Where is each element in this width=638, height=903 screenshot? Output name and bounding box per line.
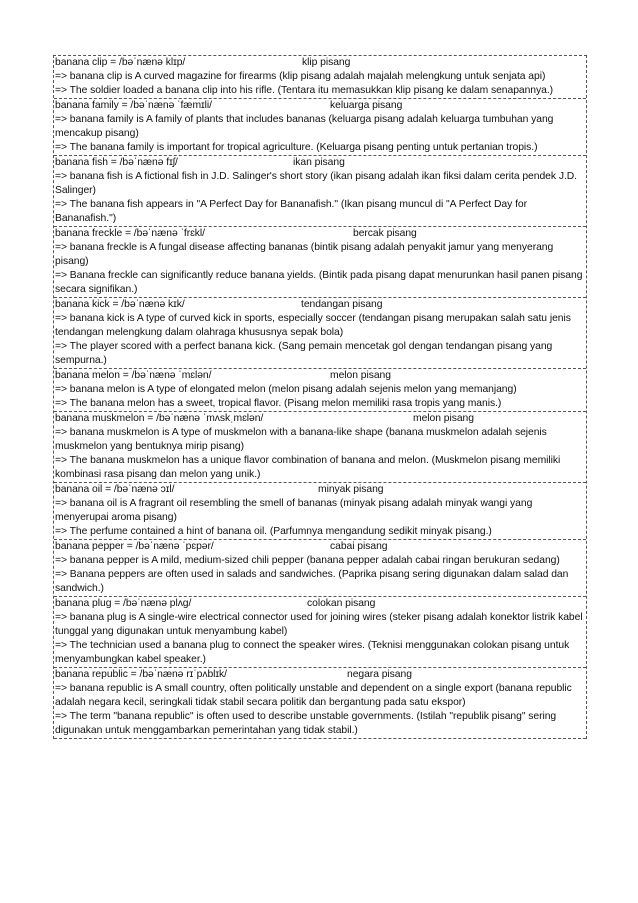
entry-banana-fish	[54, 156, 586, 227]
entry-translation: cabai pisang	[330, 541, 388, 552]
entry-example: => The banana family is important for tropical agriculture. (Keluarga pisang penting untuk pertanian tropis.)	[55, 142, 538, 153]
entry-headline	[55, 99, 586, 113]
entry-definition: => banana fish is A fictional fish in J.D. Salinger's short story (ikan pisang adalah ikan fiksi dalam cerita pendek J.D. Salinger)	[55, 171, 578, 196]
entry-example: => Banana peppers are often used in salads and sandwiches. (Paprika pisang sering digunakan dalam salad dan sandwich.)	[55, 569, 569, 594]
entry-headline	[55, 483, 586, 497]
entry-headline	[55, 412, 586, 426]
entry-headline	[55, 597, 586, 611]
entry-translation: melon pisang	[330, 370, 391, 381]
entry-definition: => banana clip is A curved magazine for firearms (klip pisang adalah majalah melengkung untuk senjata api)	[55, 71, 546, 82]
entry-term: banana muskmelon = /bəˈnænə ˈmʌskˌmɛlən/	[55, 413, 264, 424]
entry-term: banana melon = /bəˈnænə ˈmɛlən/	[55, 370, 212, 381]
entry-translation: klip pisang	[302, 57, 351, 68]
entry-banana-oil	[54, 483, 586, 540]
entry-banana-republic	[54, 668, 586, 739]
entry-headline	[55, 668, 586, 682]
entry-term: banana clip = /bəˈnænə klɪp/	[55, 57, 186, 68]
entry-term: banana plug = /bəˈnænə plʌg/	[55, 598, 192, 609]
entry-banana-muskmelon	[54, 412, 586, 483]
entry-definition: => banana melon is A type of elongated melon (melon pisang adalah sejenis melon yang memanjang)	[55, 384, 517, 395]
entry-term: banana family = /bəˈnænə ˈfæmɪli/	[55, 100, 212, 111]
entry-translation: bercak pisang	[353, 228, 417, 239]
entry-headline	[55, 540, 586, 554]
entry-translation: minyak pisang	[318, 484, 384, 495]
entry-definition: => banana republic is A small country, often politically unstable and dependent on a single export (banana republic adalah negara kecil, seringkali tidak stabil secara politik dan bergantung pada satu ekspor)	[55, 683, 572, 708]
entry-translation: negara pisang	[347, 669, 412, 680]
entry-translation: ikan pisang	[293, 157, 345, 168]
entry-definition: => banana plug is A single-wire electrical connector used for joining wires (steker pisang adalah konektor listrik kabel tunggal yang digunakan untuk menyambung kabel)	[55, 612, 583, 637]
entry-example: => The banana melon has a sweet, tropical flavor. (Pisang melon memiliki rasa tropis yang manis.)	[55, 398, 502, 409]
entry-term: banana kick = /bəˈnænə kɪk/	[55, 299, 185, 310]
entry-example: => The perfume contained a hint of banana oil. (Parfumnya mengandung sedikit minyak pisang.)	[55, 526, 492, 537]
entry-translation: keluarga pisang	[330, 100, 403, 111]
entry-translation: melon pisang	[413, 413, 474, 424]
entry-example: => The soldier loaded a banana clip into his rifle. (Tentara itu memasukkan klip pisang ke dalam senapannya.)	[55, 85, 554, 96]
entry-term: banana oil = /bəˈnænə ɔɪl/	[55, 484, 175, 495]
dictionary-page	[53, 55, 587, 739]
entry-headline	[55, 298, 586, 312]
entry-definition: => banana family is A family of plants that includes bananas (keluarga pisang adalah keluarga tumbuhan yang mencakup pisang)	[55, 114, 554, 139]
entry-headline	[55, 156, 586, 170]
entry-example: => The term "banana republic" is often used to describe unstable governments. (Istilah "republik pisang" sering digunakan untuk menggambarkan pemerintahan yang tidak stabil.)	[55, 711, 557, 736]
entry-banana-family	[54, 99, 586, 156]
entry-banana-plug	[54, 597, 586, 668]
entry-headline	[55, 56, 586, 70]
entry-headline	[55, 227, 586, 241]
entry-term: banana fish = /bəˈnænə fɪʃ/	[55, 157, 178, 168]
entry-term: banana freckle = /bəˈnænə ˈfrɛkl/	[55, 228, 205, 239]
entry-example: => The player scored with a perfect banana kick. (Sang pemain mencetak gol dengan tendangan pisang yang sempurna.)	[55, 341, 553, 366]
entry-translation: colokan pisang	[307, 598, 376, 609]
entry-definition: => banana oil is A fragrant oil resembling the smell of bananas (minyak pisang adalah minyak wangi yang menyerupai aroma pisang)	[55, 498, 533, 523]
entry-term: banana pepper = /bəˈnænə ˈpɛpər/	[55, 541, 214, 552]
entry-definition: => banana kick is A type of curved kick in sports, especially soccer (tendangan pisang merupakan salah satu jenis tendangan melengkung dalam olahraga khususnya sepak bola)	[55, 313, 571, 338]
entry-term: banana republic = /bəˈnænə rɪˈpʌblɪk/	[55, 669, 227, 680]
entry-definition: => banana pepper is A mild, medium-sized chili pepper (banana pepper adalah cabai ringan berukuran sedang)	[55, 555, 560, 566]
entry-definition: => banana freckle is A fungal disease affecting bananas (bintik pisang adalah penyakit jamur yang menyerang pisang)	[55, 242, 554, 267]
entry-example: => The technician used a banana plug to connect the speaker wires. (Teknisi menggunakan colokan pisang untuk menyambungkan kabel speaker.)	[55, 640, 570, 665]
entry-banana-kick	[54, 298, 586, 369]
entry-headline	[55, 369, 586, 383]
entry-banana-clip	[54, 56, 586, 99]
entry-definition: => banana muskmelon is A type of muskmelon with a banana-like shape (banana muskmelon adalah sejenis muskmelon yang bentuknya mirip pisang)	[55, 427, 547, 452]
entry-banana-pepper	[54, 540, 586, 597]
entry-example: => Banana freckle can significantly reduce banana yields. (Bintik pada pisang dapat menurunkan hasil panen pisang secara signifikan.)	[55, 270, 583, 295]
entry-example: => The banana muskmelon has a unique flavor combination of banana and melon. (Muskmelon pisang memiliki kombinasi rasa pisang dan melon yang unik.)	[55, 455, 561, 480]
entry-translation: tendangan pisang	[301, 299, 383, 310]
entry-example: => The banana fish appears in "A Perfect Day for Bananafish." (Ikan pisang muncul di "A Perfect Day for Bananafish.")	[55, 199, 527, 224]
entry-banana-freckle	[54, 227, 586, 298]
entry-banana-melon	[54, 369, 586, 412]
